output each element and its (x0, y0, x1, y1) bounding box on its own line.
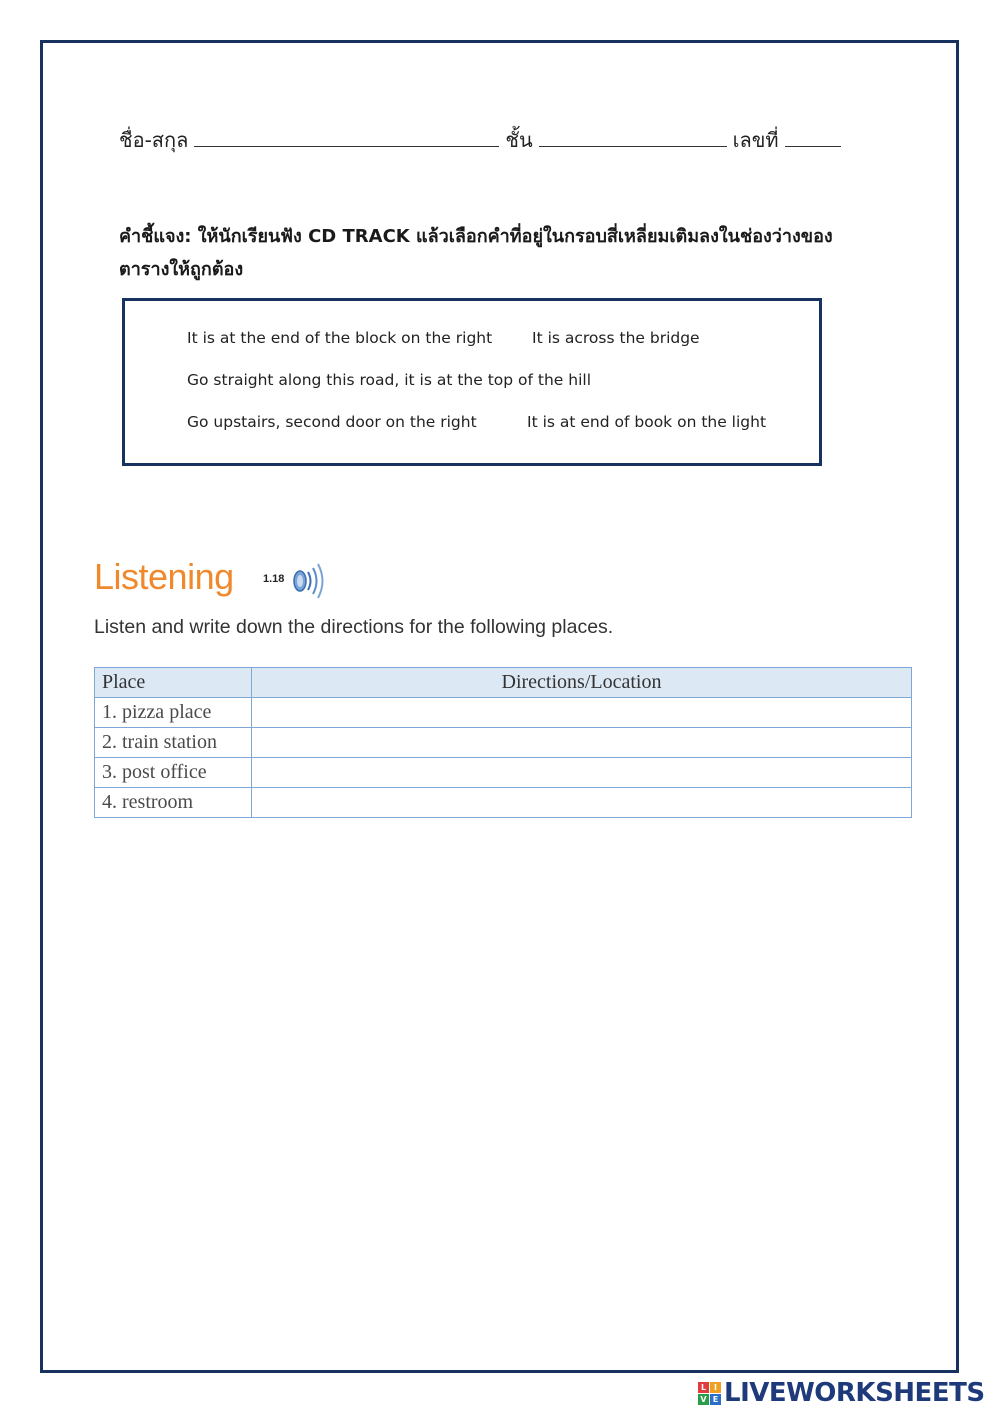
word-option: Go upstairs, second door on the right (187, 413, 477, 431)
table-row (95, 758, 912, 788)
direction-answer-cell[interactable] (252, 698, 912, 728)
liveworksheets-logo[interactable] (698, 1380, 985, 1406)
word-option: It is across the bridge (532, 329, 700, 347)
word-option: Go straight along this road, it is at the top of the hill (187, 371, 591, 389)
number-blank[interactable] (785, 126, 841, 147)
student-info-line (119, 124, 847, 156)
direction-answer-cell[interactable] (252, 728, 912, 758)
place-cell: 3. post office (95, 758, 252, 788)
class-label: ชั้น (505, 128, 533, 152)
table-row (95, 698, 912, 728)
directions-table (94, 667, 912, 818)
listening-heading: Listening (94, 556, 234, 597)
place-cell: 4. restroom (95, 788, 252, 818)
word-option: It is at end of book on the light (527, 413, 767, 431)
header-directions: Directions/Location (252, 668, 912, 698)
speaker-icon[interactable] (291, 562, 331, 600)
logo-mark-icon: L I V E (698, 1382, 721, 1405)
listening-instruction: Listen and write down the directions for the following places. (94, 616, 614, 638)
name-label: ชื่อ-สกุล (119, 128, 189, 152)
place-cell: 1. pizza place (95, 698, 252, 728)
name-blank[interactable] (194, 126, 499, 147)
direction-answer-cell[interactable] (252, 758, 912, 788)
header-place: Place (95, 668, 252, 698)
word-box (122, 298, 822, 466)
table-header-row (95, 668, 912, 698)
class-blank[interactable] (539, 126, 727, 147)
instruction-text: คำชี้แจง: ให้นักเรียนฟัง CD TRACK แล้วเลือกคำที่อยู่ในกรอบสี่เหลี่ยมเติมลงในช่องว่างของตารางให้ถูกต้อง (119, 226, 833, 280)
table-row (95, 788, 912, 818)
word-option: It is at the end of the block on the right (187, 329, 493, 347)
table-row (95, 728, 912, 758)
track-number: 1.18 (263, 573, 285, 585)
direction-answer-cell[interactable] (252, 788, 912, 818)
logo-text: LIVEWORKSHEETS (724, 1378, 985, 1408)
number-label: เลขที่ (732, 128, 779, 152)
place-cell: 2. train station (95, 728, 252, 758)
